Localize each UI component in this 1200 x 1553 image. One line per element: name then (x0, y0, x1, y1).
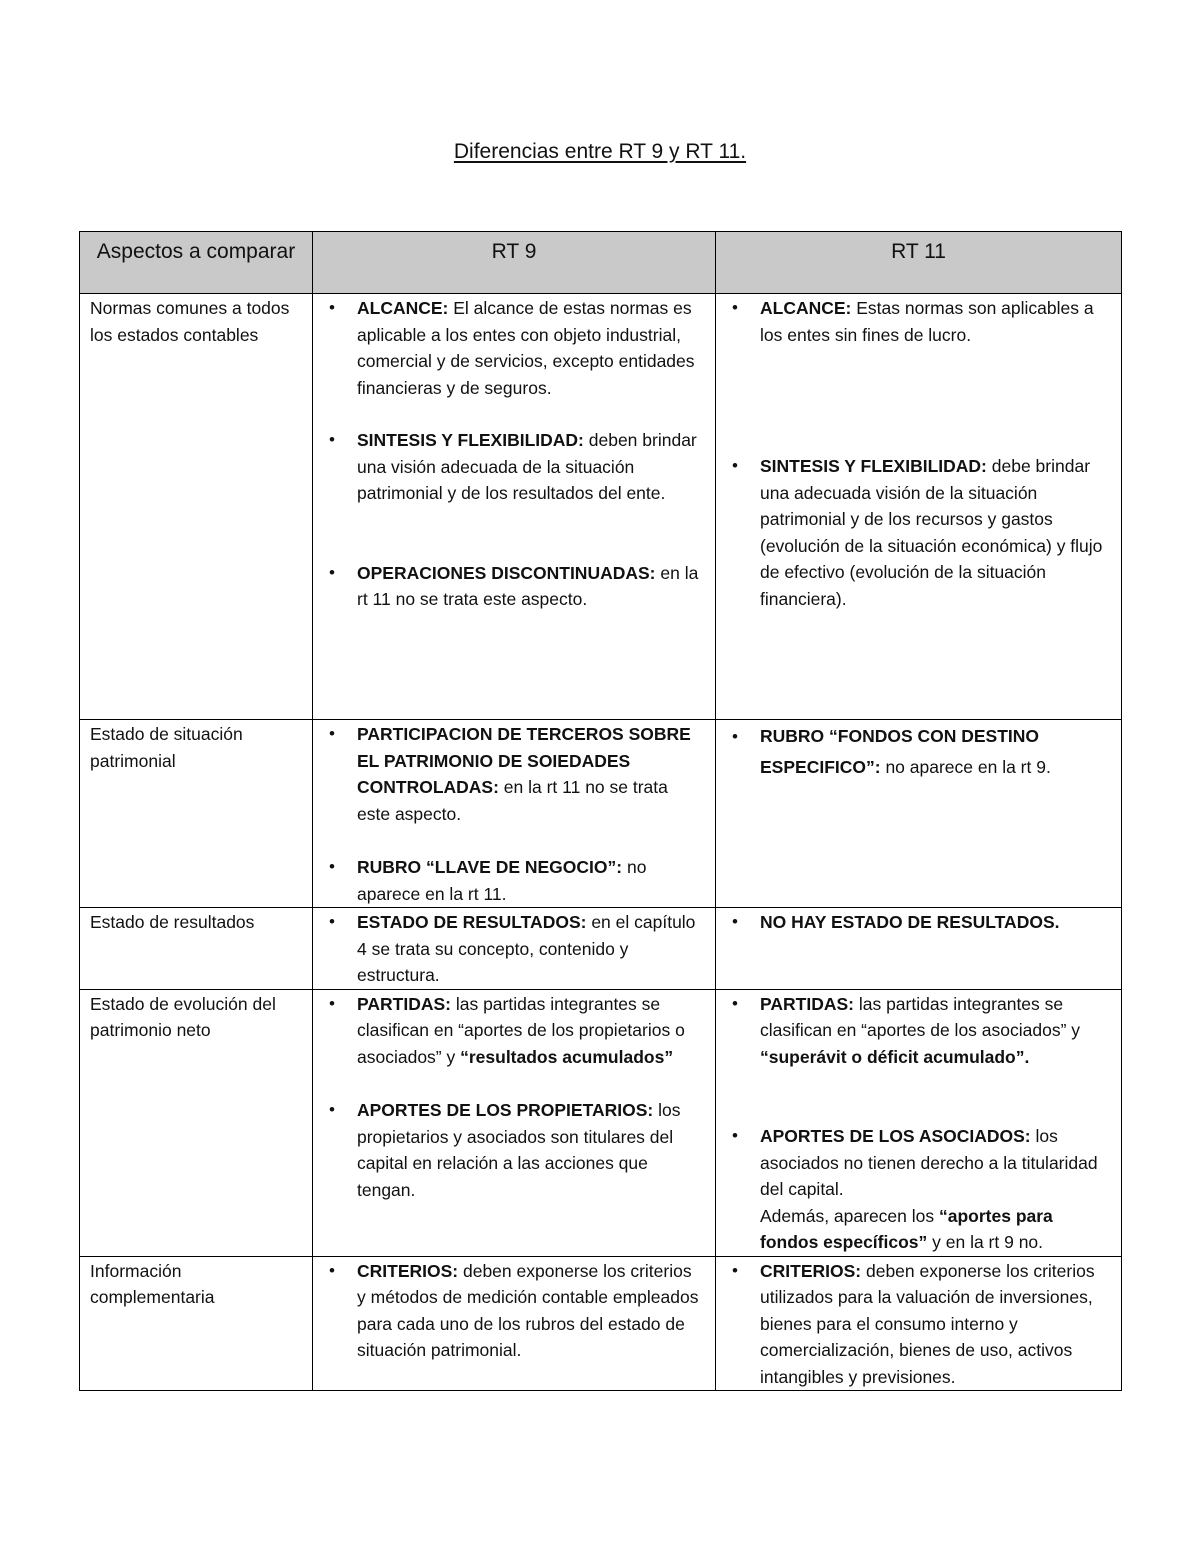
bullet-icon: • (329, 912, 335, 931)
list-item: • PARTICIPACION DE TERCEROS SOBRE EL PATRIMONIO DE SOIEDADES CONTROLADAS: en la rt 11 no se trata este aspecto. (323, 721, 705, 827)
list-item: • OPERACIONES DISCONTINUADAS: en la rt 11 no se trata este aspecto. (323, 560, 705, 613)
header-rt9: RT 9 (313, 232, 716, 294)
bullet-icon: • (329, 562, 335, 582)
table-row (80, 908, 1122, 990)
list-item: • SINTESIS Y FLEXIBILIDAD: deben brindar una visión adecuada de la situación patrimonial y de los resultados del ente. (323, 427, 705, 507)
aspect-cell: Normas comunes a todos los estados contables (80, 294, 313, 720)
list-item: • CRITERIOS: deben exponerse los criterios y métodos de medición contable empleados para cada uno de los rubros del estado de situación patrimonial. (323, 1258, 705, 1364)
rt11-cell (716, 1256, 1122, 1391)
bullet-icon: • (732, 912, 738, 931)
list-item: • PARTIDAS: las partidas integrantes se clasifican en “aportes de los asociados” y “superávit o déficit acumulado”. (726, 991, 1111, 1071)
table-row (80, 989, 1122, 1256)
rt11-cell (716, 720, 1122, 908)
rt11-list (726, 909, 1111, 936)
rt11-list (726, 295, 1111, 612)
rt9-cell (313, 989, 716, 1256)
list-item: • CRITERIOS: deben exponerse los criterios utilizados para la valuación de inversiones, bienes para el consumo interno y comercialización, bienes de uso, activos intangibles y previsiones. (726, 1258, 1111, 1391)
rt11-cell (716, 908, 1122, 990)
list-item: • NO HAY ESTADO DE RESULTADOS. (726, 909, 1111, 936)
list-item: • ESTADO DE RESULTADOS: en el capítulo 4 se trata su concepto, contenido y estructura. (323, 909, 705, 989)
bullet-icon: • (329, 724, 335, 743)
rt9-list (323, 721, 705, 907)
list-item: • APORTES DE LOS ASOCIADOS: los asociados no tienen derecho a la titularidad del capital. Además, aparecen los “aportes para fondos específicos” y en la rt 9 no. (726, 1123, 1111, 1256)
table-row (80, 1256, 1122, 1391)
rt11-cell (716, 294, 1122, 720)
rt9-cell (313, 908, 716, 990)
bullet-icon: • (329, 993, 335, 1013)
bullet-icon: • (329, 1100, 335, 1119)
rt11-list (726, 1258, 1111, 1391)
aspect-cell: Estado de evolución del patrimonio neto (80, 989, 313, 1256)
bullet-icon: • (732, 456, 738, 475)
rt11-cell (716, 989, 1122, 1256)
table-header-row (80, 232, 1122, 294)
aspect-cell: Estado de situación patrimonial (80, 720, 313, 908)
bullet-icon: • (732, 1260, 738, 1280)
table-row (80, 294, 1122, 720)
bullet-icon: • (732, 993, 738, 1013)
rt11-list (726, 721, 1111, 783)
bullet-icon: • (732, 727, 738, 746)
header-rt11: RT 11 (716, 232, 1122, 294)
rt11-list (726, 991, 1111, 1256)
rt9-cell (313, 294, 716, 720)
list-item: • ALCANCE: El alcance de estas normas es aplicable a los entes con objeto industrial, comercial y de servicios, excepto entidades financieras y de seguros. (323, 295, 705, 401)
list-item: • RUBRO “LLAVE DE NEGOCIO”: no aparece en la rt 11. (323, 854, 705, 907)
rt9-cell (313, 720, 716, 908)
comparison-table (79, 231, 1122, 1391)
header-aspectos: Aspectos a comparar (80, 232, 313, 294)
rt9-list (323, 991, 705, 1204)
list-item: • PARTIDAS: las partidas integrantes se clasifican en “aportes de los propietarios o asociados” y “resultados acumulados” (323, 991, 705, 1071)
bullet-icon: • (329, 1260, 335, 1280)
list-item: • ALCANCE: Estas normas son aplicables a los entes sin fines de lucro. (726, 295, 1111, 348)
list-item: • RUBRO “FONDOS CON DESTINO ESPECIFICO”: no aparece en la rt 9. (726, 721, 1111, 783)
rt9-cell (313, 1256, 716, 1391)
bullet-icon: • (329, 430, 335, 449)
list-item: • APORTES DE LOS PROPIETARIOS: los propietarios y asociados son titulares del capital en relación a las acciones que tengan. (323, 1097, 705, 1203)
document-title: Diferencias entre RT 9 y RT 11. (453, 140, 747, 163)
rt9-list (323, 909, 705, 989)
rt9-list (323, 1258, 705, 1364)
rt9-list (323, 295, 705, 613)
bullet-icon: • (732, 298, 738, 317)
bullet-icon: • (329, 857, 335, 876)
extra-note: Además, aparecen los “aportes para fondos específicos” y en la rt 9 no. (760, 1205, 1053, 1252)
bullet-icon: • (329, 298, 335, 317)
aspect-cell: Información complementaria (80, 1256, 313, 1391)
table-row (80, 720, 1122, 908)
aspect-cell: Estado de resultados (80, 908, 313, 990)
list-item: • SINTESIS Y FLEXIBILIDAD: debe brindar una adecuada visión de la situación patrimonial y de los recursos y gastos (evolución de la situación económica) y flujo de efectivo (evolución de la situación financiera). (726, 453, 1111, 612)
bullet-icon: • (732, 1126, 738, 1145)
